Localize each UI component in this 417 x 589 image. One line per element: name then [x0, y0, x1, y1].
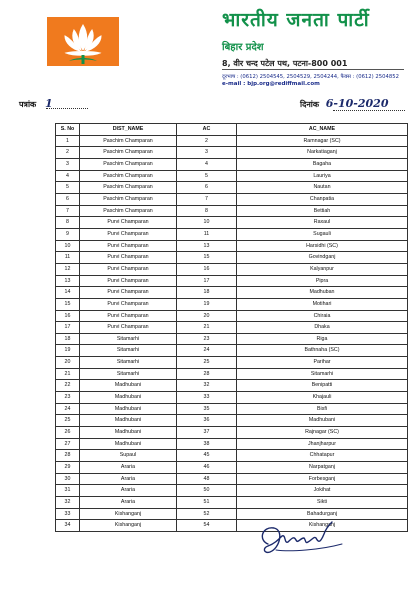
lotus-icon	[47, 17, 119, 66]
cell-ac-name: Forbesganj	[237, 473, 408, 485]
cell-ac-name: Madhuban	[237, 287, 408, 299]
cell-dist-name: Madhubani	[80, 403, 177, 415]
table-row	[56, 310, 408, 322]
cell-sno: 24	[56, 403, 80, 415]
cell-sno: 22	[56, 380, 80, 392]
header-ac-name: AC_NAME	[237, 124, 408, 136]
cell-dist-name: Araria	[80, 473, 177, 485]
cell-dist-name: Paschim Champaran	[80, 135, 177, 147]
cell-dist-name: Purvi Champaran	[80, 240, 177, 252]
cell-ac: 8	[177, 205, 237, 217]
cell-sno: 5	[56, 182, 80, 194]
cell-sno: 31	[56, 485, 80, 497]
cell-sno: 25	[56, 415, 80, 427]
letter-number-underline	[46, 108, 88, 109]
cell-dist-name: Araria	[80, 497, 177, 509]
cell-ac-name: Parihar	[237, 357, 408, 369]
cell-dist-name: Purvi Champaran	[80, 228, 177, 240]
table-row	[56, 357, 408, 369]
cell-ac-name: Sugauli	[237, 228, 408, 240]
cell-dist-name: Sitamarhi	[80, 333, 177, 345]
cell-sno: 12	[56, 263, 80, 275]
cell-ac: 37	[177, 427, 237, 439]
cell-sno: 13	[56, 275, 80, 287]
table-row	[56, 135, 408, 147]
table-row	[56, 240, 408, 252]
cell-ac: 6	[177, 182, 237, 194]
cell-ac-name: Khajauli	[237, 392, 408, 404]
cell-ac-name: Chhatapur	[237, 450, 408, 462]
table-row	[56, 217, 408, 229]
table-row	[56, 158, 408, 170]
cell-ac: 48	[177, 473, 237, 485]
table-row	[56, 345, 408, 357]
table-row	[56, 520, 408, 532]
table-row	[56, 485, 408, 497]
table-row	[56, 193, 408, 205]
cell-ac: 5	[177, 170, 237, 182]
cell-dist-name: Purvi Champaran	[80, 252, 177, 264]
cell-sno: 15	[56, 298, 80, 310]
cell-sno: 8	[56, 217, 80, 229]
letter-date-value: 6-10-2020	[325, 97, 389, 110]
cell-ac: 21	[177, 322, 237, 334]
cell-dist-name: Kishanganj	[80, 508, 177, 520]
letter-date-underline	[333, 110, 405, 111]
table-row	[56, 147, 408, 159]
cell-dist-name: Paschim Champaran	[80, 193, 177, 205]
cell-ac: 24	[177, 345, 237, 357]
cell-ac-name: Govindganj	[237, 252, 408, 264]
cell-ac: 45	[177, 450, 237, 462]
table-row	[56, 462, 408, 474]
letter-date-label: दिनांक	[300, 100, 319, 109]
cell-ac-name: Benipatti	[237, 380, 408, 392]
cell-ac: 32	[177, 380, 237, 392]
cell-ac: 46	[177, 462, 237, 474]
cell-dist-name: Sitamarhi	[80, 345, 177, 357]
cell-ac-name: Chanpatia	[237, 193, 408, 205]
cell-ac: 20	[177, 310, 237, 322]
cell-ac: 16	[177, 263, 237, 275]
cell-sno: 2	[56, 147, 80, 159]
cell-ac-name: Bathnaha (SC)	[237, 345, 408, 357]
cell-ac: 10	[177, 217, 237, 229]
cell-ac: 52	[177, 508, 237, 520]
table-row	[56, 403, 408, 415]
cell-dist-name: Sitamarhi	[80, 368, 177, 380]
party-name: भारतीय जनता पार्टी	[222, 9, 370, 31]
cell-ac-name: Ramnagar (SC)	[237, 135, 408, 147]
cell-sno: 21	[56, 368, 80, 380]
table-row	[56, 252, 408, 264]
cell-sno: 20	[56, 357, 80, 369]
cell-dist-name: Paschim Champaran	[80, 205, 177, 217]
cell-dist-name: Paschim Champaran	[80, 182, 177, 194]
cell-ac: 54	[177, 520, 237, 532]
cell-ac-name: Jokihat	[237, 485, 408, 497]
cell-sno: 6	[56, 193, 80, 205]
table-row	[56, 322, 408, 334]
cell-ac: 35	[177, 403, 237, 415]
letter-date	[300, 97, 389, 110]
state-name: बिहार प्रदेश	[222, 42, 264, 53]
table-body	[56, 135, 408, 531]
cell-sno: 30	[56, 473, 80, 485]
cell-ac: 2	[177, 135, 237, 147]
cell-dist-name: Madhubani	[80, 427, 177, 439]
cell-sno: 4	[56, 170, 80, 182]
cell-ac-name: Kishanganj	[237, 520, 408, 532]
cell-ac-name: Madhubani	[237, 415, 408, 427]
letterhead-divider	[222, 69, 404, 70]
cell-sno: 17	[56, 322, 80, 334]
table-row	[56, 228, 408, 240]
cell-ac-name: Riga	[237, 333, 408, 345]
cell-dist-name: Paschim Champaran	[80, 170, 177, 182]
table-header-row	[56, 124, 408, 136]
cell-dist-name: Madhubani	[80, 380, 177, 392]
cell-dist-name: Araria	[80, 462, 177, 474]
cell-ac-name: Pipra	[237, 275, 408, 287]
cell-ac-name: Raxaul	[237, 217, 408, 229]
cell-dist-name: Paschim Champaran	[80, 158, 177, 170]
cell-dist-name: Kishanganj	[80, 520, 177, 532]
cell-sno: 9	[56, 228, 80, 240]
table-row	[56, 298, 408, 310]
cell-ac-name: Bisfi	[237, 403, 408, 415]
cell-dist-name: Paschim Champaran	[80, 147, 177, 159]
cell-sno: 28	[56, 450, 80, 462]
cell-dist-name: Purvi Champaran	[80, 287, 177, 299]
cell-ac: 17	[177, 275, 237, 287]
office-address: 8, वीर चन्द पटेल पथ, पटना-800 001	[222, 59, 348, 68]
table-row	[56, 275, 408, 287]
table-row	[56, 263, 408, 275]
cell-ac-name: Sitamarhi	[237, 368, 408, 380]
signature	[250, 514, 350, 568]
cell-ac: 7	[177, 193, 237, 205]
party-logo	[47, 17, 119, 66]
cell-ac: 3	[177, 147, 237, 159]
cell-ac-name: Lauriya	[237, 170, 408, 182]
cell-ac-name: Bettiah	[237, 205, 408, 217]
table-row	[56, 287, 408, 299]
table-row	[56, 427, 408, 439]
cell-ac-name: Sikti	[237, 497, 408, 509]
cell-ac: 18	[177, 287, 237, 299]
handwritten-signature-icon	[250, 514, 350, 564]
cell-ac: 19	[177, 298, 237, 310]
table-row	[56, 205, 408, 217]
cell-ac: 51	[177, 497, 237, 509]
table-row	[56, 368, 408, 380]
cell-ac: 4	[177, 158, 237, 170]
table-row	[56, 392, 408, 404]
cell-sno: 27	[56, 438, 80, 450]
cell-sno: 11	[56, 252, 80, 264]
table-row	[56, 415, 408, 427]
cell-ac-name: Chiraia	[237, 310, 408, 322]
cell-sno: 33	[56, 508, 80, 520]
table-row	[56, 473, 408, 485]
constituency-table	[55, 123, 408, 532]
table-row	[56, 508, 408, 520]
cell-sno: 18	[56, 333, 80, 345]
cell-dist-name: Purvi Champaran	[80, 322, 177, 334]
header-sno: S. No	[56, 124, 80, 136]
cell-ac: 38	[177, 438, 237, 450]
cell-ac-name: Motihari	[237, 298, 408, 310]
cell-ac-name: Jhanjharpur	[237, 438, 408, 450]
cell-dist-name: Purvi Champaran	[80, 263, 177, 275]
header-dist-name: DIST_NAME	[80, 124, 177, 136]
cell-ac: 13	[177, 240, 237, 252]
cell-sno: 1	[56, 135, 80, 147]
header-ac: AC	[177, 124, 237, 136]
cell-dist-name: Supaul	[80, 450, 177, 462]
cell-dist-name: Madhubani	[80, 438, 177, 450]
cell-ac: 28	[177, 368, 237, 380]
cell-ac-name: Narpatganj	[237, 462, 408, 474]
cell-sno: 34	[56, 520, 80, 532]
letter-number-label: पत्रांक	[19, 100, 37, 109]
cell-dist-name: Araria	[80, 485, 177, 497]
table-row	[56, 170, 408, 182]
cell-ac-name: Rajnagar (SC)	[237, 427, 408, 439]
table-row	[56, 497, 408, 509]
phone-fax-line: दूरभाष : (0612) 2504545, 2504529, 2504244, फैक्स : (0612) 2504852	[222, 74, 400, 80]
cell-ac-name: Narkatiaganj	[237, 147, 408, 159]
cell-ac-name: Bahadurganj	[237, 508, 408, 520]
cell-dist-name: Madhubani	[80, 415, 177, 427]
cell-sno: 10	[56, 240, 80, 252]
table-row	[56, 182, 408, 194]
cell-ac-name: Nautan	[237, 182, 408, 194]
cell-ac: 50	[177, 485, 237, 497]
cell-sno: 7	[56, 205, 80, 217]
cell-sno: 29	[56, 462, 80, 474]
cell-sno: 23	[56, 392, 80, 404]
cell-dist-name: Madhubani	[80, 392, 177, 404]
cell-dist-name: Purvi Champaran	[80, 275, 177, 287]
cell-ac-name: Kalyanpur	[237, 263, 408, 275]
cell-dist-name: Sitamarhi	[80, 357, 177, 369]
cell-dist-name: Purvi Champaran	[80, 298, 177, 310]
table-row	[56, 333, 408, 345]
cell-sno: 3	[56, 158, 80, 170]
cell-sno: 16	[56, 310, 80, 322]
cell-ac: 11	[177, 228, 237, 240]
letter-number-value: 1	[44, 97, 53, 110]
cell-ac-name: Dhaka	[237, 322, 408, 334]
cell-sno: 19	[56, 345, 80, 357]
cell-ac: 15	[177, 252, 237, 264]
table-row	[56, 438, 408, 450]
cell-sno: 14	[56, 287, 80, 299]
cell-ac: 36	[177, 415, 237, 427]
table-row	[56, 380, 408, 392]
cell-sno: 26	[56, 427, 80, 439]
cell-dist-name: Purvi Champaran	[80, 310, 177, 322]
email-line: e-mail : bjp.org@rediffmail.com	[222, 81, 320, 87]
cell-ac-name: Harsidhi (SC)	[237, 240, 408, 252]
cell-ac-name: Bagaha	[237, 158, 408, 170]
cell-ac: 23	[177, 333, 237, 345]
cell-dist-name: Purvi Champaran	[80, 217, 177, 229]
cell-ac: 33	[177, 392, 237, 404]
cell-sno: 32	[56, 497, 80, 509]
cell-ac: 25	[177, 357, 237, 369]
table-row	[56, 450, 408, 462]
